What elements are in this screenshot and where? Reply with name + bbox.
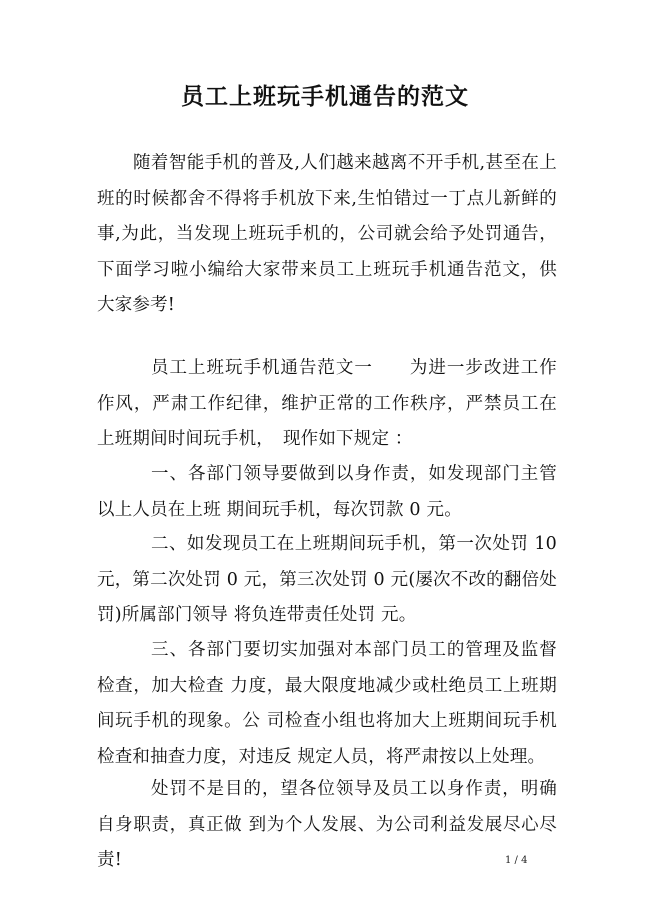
page-number: 1 / 4 (505, 855, 528, 866)
notice-opening-paragraph: 员工上班玩手机通告范文一 为进一步改进工作作风，严肃工作纪律，维护正常的工作秩序，严禁员工在上班期间时间玩手机， 现作如下规定 ： (97, 358, 557, 449)
document-title: 员工上班玩手机通告的范文 (181, 83, 469, 110)
rule-three-paragraph: 三、各部门要切实加强对本部门员工的管理及监督检查，加大检查 力度，最大限度地减少或杜绝员工上班期间玩手机的现象。公 司检查小组也将加大上班期间玩手机检查和抽查力度，对违反 规定人员，将严肃按以上处理。 (97, 640, 557, 767)
intro-paragraph: 随着智能手机的普及,人们越来越离不开手机,甚至在上班的时候都舍不得将手机放下来,生怕错过一丁点儿新鲜的事,为此，当发现上班玩手机的，公司就会给予处罚通告，下面学习啦小编给大家带来员工上班玩手机通告范文，供大家参考! (97, 153, 557, 315)
closing-paragraph: 处罚不是目的，望各位领导及员工以身作责，明确自身职责，真正做 到为个人发展、为公司利益发展尽心尽责! (97, 779, 557, 870)
rule-one-paragraph: 一、各部门领导要做到以身作责，如发现部门主管以上人员在上班 期间玩手机，每次罚款 0 元。 (97, 464, 557, 520)
rule-two-paragraph: 二、如发现员工在上班期间玩手机，第一次处罚 10 元，第二次处罚 0 元，第三次处罚 0 元(屡次不改的翻倍处罚)所属部门领导 将负连带责任处罚 元。 (97, 534, 557, 625)
